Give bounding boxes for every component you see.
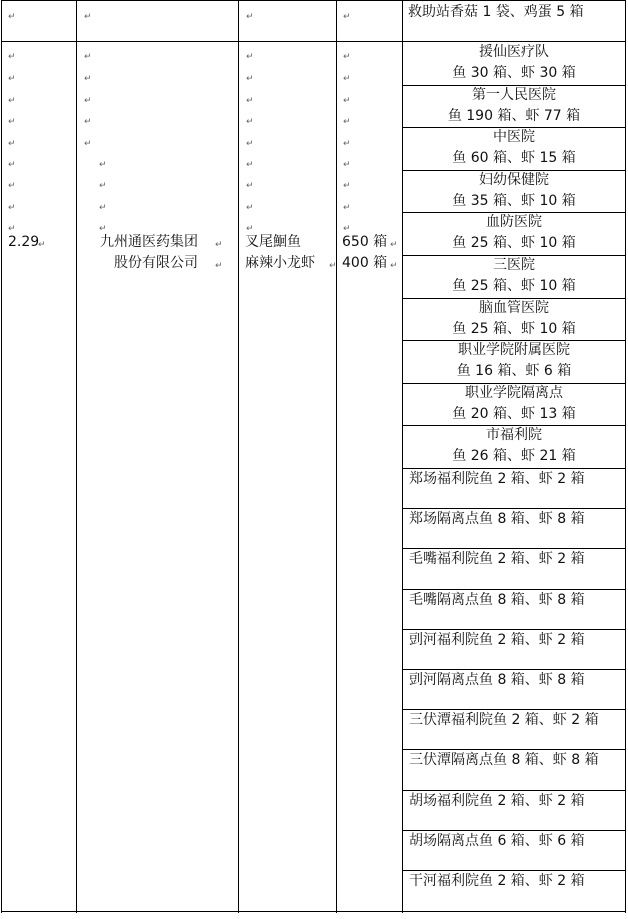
destination-quantity: 鱼 25 箱、虾 10 箱 (452, 320, 576, 337)
paragraph-mark-icon: ↵ (8, 74, 16, 84)
destination-divider (402, 508, 626, 509)
donor-name-line1: 九州通医药集团 (100, 234, 198, 250)
paragraph-mark-icon: ↵ (99, 224, 107, 234)
paragraph-mark-icon: ↵ (8, 117, 16, 127)
destination-divider (402, 340, 626, 341)
destination-cell (403, 425, 625, 468)
paragraph-mark-icon: ↵ (246, 52, 254, 62)
paragraph-mark-icon: ↵ (343, 160, 351, 170)
destination-entry: 剅河隔离点鱼 8 箱、虾 8 箱 (409, 672, 585, 688)
destination-entry: 三伏潭隔离点鱼 8 箱、虾 8 箱 (409, 752, 599, 769)
destination-name: 第一人民医院 (472, 86, 556, 103)
paragraph-mark-icon: ↵ (99, 181, 107, 191)
column-border (238, 0, 239, 913)
destination-cell (403, 255, 625, 298)
destination-cell (403, 42, 625, 85)
destination-cell (403, 127, 625, 170)
destination-divider (402, 255, 626, 256)
destination-entry: 郑场福利院鱼 2 箱、虾 2 箱 (409, 471, 585, 487)
paragraph-mark-icon: ↵ (215, 261, 223, 271)
paragraph-mark-icon: ↵ (84, 52, 92, 62)
destination-name: 援仙医疗队 (479, 44, 549, 60)
destination-name: 市福利院 (486, 427, 542, 444)
top-row-destination: 救助站香菇 1 袋、鸡蛋 5 箱 (408, 4, 584, 20)
destination-quantity: 鱼 35 箱、虾 10 箱 (452, 192, 576, 209)
destination-entry: 胡场福利院鱼 2 箱、虾 2 箱 (409, 792, 585, 809)
paragraph-mark-icon: ↵ (84, 12, 92, 22)
paragraph-mark-icon: ↵ (246, 160, 254, 170)
paragraph-mark-icon: ↵ (343, 181, 351, 191)
paragraph-mark-icon: ↵ (246, 117, 254, 127)
donation-date: 2.29 (8, 234, 40, 250)
paragraph-mark-icon: ↵ (329, 261, 337, 271)
destination-divider (402, 548, 626, 549)
paragraph-mark-icon: ↵ (246, 203, 254, 213)
destination-name: 职业学院隔离点 (465, 384, 563, 401)
paragraph-mark-icon: ↵ (8, 139, 16, 149)
destination-cell (403, 790, 625, 830)
destination-cell (403, 669, 625, 709)
paragraph-mark-icon: ↵ (343, 74, 351, 84)
paragraph-mark-icon: ↵ (84, 117, 92, 127)
paragraph-mark-icon: ↵ (343, 12, 351, 22)
destination-name: 三医院 (493, 257, 535, 273)
paragraph-mark-icon: ↵ (8, 52, 16, 62)
destination-cell (403, 629, 625, 669)
destination-entry: 毛嘴隔离点鱼 8 箱、虾 8 箱 (409, 591, 585, 608)
paragraph-mark-icon: ↵ (38, 240, 46, 250)
destination-cell (403, 340, 625, 383)
destination-divider (402, 589, 626, 590)
destination-divider (402, 383, 626, 384)
paragraph-mark-icon: ↵ (84, 96, 92, 106)
destination-cell (403, 749, 625, 789)
destination-cell (403, 548, 625, 588)
paragraph-mark-icon: ↵ (390, 240, 398, 250)
quantity-line2: 400 箱 (342, 255, 388, 271)
paragraph-mark-icon: ↵ (8, 203, 16, 213)
destination-cell (403, 298, 625, 341)
donor-name-line2: 股份有限公司 (114, 255, 198, 271)
paragraph-mark-icon: ↵ (390, 261, 398, 271)
destination-quantity: 鱼 26 箱、虾 21 箱 (452, 448, 576, 465)
destination-cell (403, 830, 625, 870)
destination-divider (402, 468, 626, 469)
paragraph-mark-icon: ↵ (343, 203, 351, 213)
destination-cell (403, 508, 625, 548)
destination-divider (402, 790, 626, 791)
destination-cell (403, 212, 625, 255)
paragraph-mark-icon: ↵ (343, 96, 351, 106)
paragraph-mark-icon: ↵ (84, 139, 92, 149)
paragraph-mark-icon: ↵ (8, 160, 16, 170)
paragraph-mark-icon: ↵ (343, 139, 351, 149)
destination-divider (402, 85, 626, 86)
paragraph-mark-icon: ↵ (246, 74, 254, 84)
destination-divider (402, 629, 626, 630)
paragraph-mark-icon: ↵ (246, 12, 254, 22)
table-bottom-border (1, 911, 626, 912)
destination-quantity: 鱼 190 箱、虾 77 箱 (447, 107, 581, 124)
paragraph-mark-icon: ↵ (99, 203, 107, 213)
destination-name: 脑血管医院 (479, 299, 549, 316)
destination-quantity: 鱼 25 箱、虾 10 箱 (452, 235, 576, 252)
destination-divider (402, 127, 626, 128)
paragraph-mark-icon: ↵ (8, 96, 16, 106)
quantity-line1: 650 箱 (342, 234, 388, 250)
column-border (336, 0, 337, 913)
paragraph-mark-icon: ↵ (84, 74, 92, 84)
destination-cell (403, 170, 625, 213)
destination-quantity: 鱼 25 箱、虾 10 箱 (452, 278, 576, 294)
destination-divider (402, 212, 626, 213)
destination-cell (403, 383, 625, 426)
paragraph-mark-icon: ↵ (246, 181, 254, 191)
paragraph-mark-icon: ↵ (215, 240, 223, 250)
destination-quantity: 鱼 16 箱、虾 6 箱 (456, 363, 572, 380)
destination-entry: 郑场隔离点鱼 8 箱、虾 8 箱 (409, 511, 585, 528)
destination-divider (402, 870, 626, 871)
product-line1: 叉尾鮰鱼 (245, 234, 301, 250)
destination-entry: 胡场隔离点鱼 6 箱、虾 6 箱 (409, 832, 585, 849)
destination-name: 中医院 (493, 129, 535, 146)
destination-divider (402, 170, 626, 171)
destination-cell (403, 870, 625, 910)
column-border (1, 0, 2, 913)
destination-quantity: 鱼 60 箱、虾 15 箱 (452, 150, 576, 167)
paragraph-mark-icon: ↵ (99, 160, 107, 170)
column-border (625, 0, 626, 913)
paragraph-mark-icon: ↵ (343, 117, 351, 127)
destination-entry: 毛嘴福利院鱼 2 箱、虾 2 箱 (409, 551, 585, 568)
destination-quantity: 鱼 20 箱、虾 13 箱 (452, 405, 576, 422)
destination-entry: 干河福利院鱼 2 箱、虾 2 箱 (409, 873, 585, 889)
paragraph-mark-icon: ↵ (246, 96, 254, 106)
table-top-border (1, 0, 626, 1)
destination-divider (402, 298, 626, 299)
product-line2: 麻辣小龙虾 (245, 255, 315, 271)
destination-quantity: 鱼 30 箱、虾 30 箱 (452, 65, 576, 81)
paragraph-mark-icon: ↵ (8, 224, 16, 234)
destination-divider (402, 749, 626, 750)
destination-cell (403, 589, 625, 629)
destination-divider (402, 425, 626, 426)
destination-entry: 三伏潭福利院鱼 2 箱、虾 2 箱 (409, 712, 599, 729)
paragraph-mark-icon: ↵ (8, 181, 16, 191)
paragraph-mark-icon: ↵ (8, 12, 16, 22)
destination-cell (403, 468, 625, 508)
destination-divider (402, 830, 626, 831)
destination-cell (403, 85, 625, 128)
destination-cell (403, 709, 625, 749)
column-border (76, 0, 77, 913)
destination-entry: 剅河福利院鱼 2 箱、虾 2 箱 (409, 631, 585, 648)
destination-name: 妇幼保健院 (479, 171, 549, 188)
destination-divider (402, 709, 626, 710)
destination-name: 血防医院 (486, 214, 542, 231)
destination-divider (402, 669, 626, 670)
paragraph-mark-icon: ↵ (343, 224, 351, 234)
paragraph-mark-icon: ↵ (246, 224, 254, 234)
paragraph-mark-icon: ↵ (343, 52, 351, 62)
paragraph-mark-icon: ↵ (246, 139, 254, 149)
destination-name: 职业学院附属医院 (458, 342, 570, 359)
